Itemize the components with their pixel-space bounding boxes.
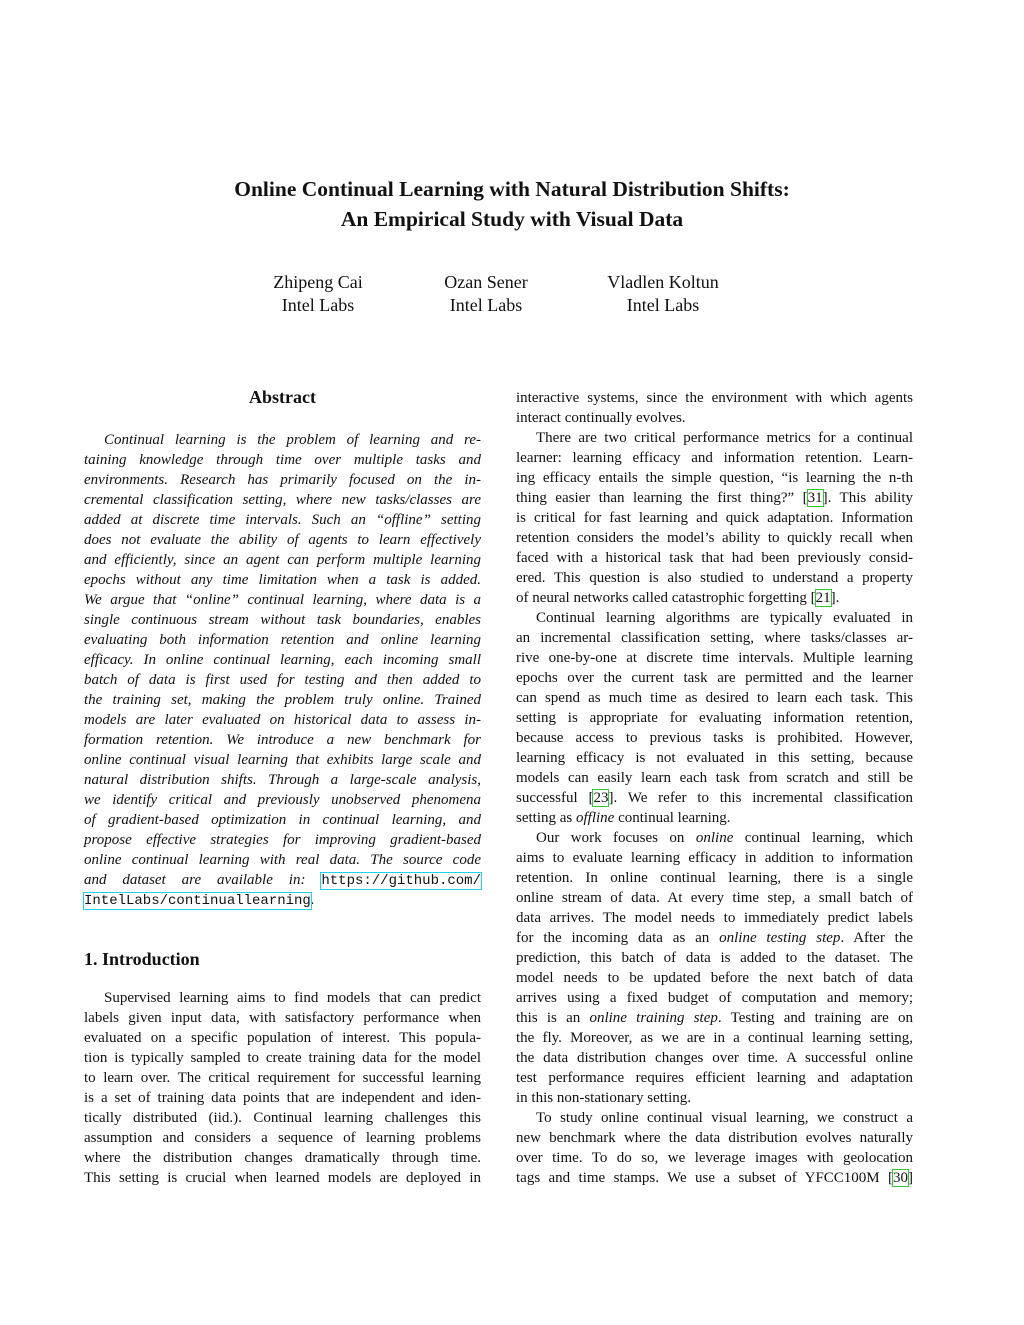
body-line: arrives using a fixed budget of computation and memory; <box>516 990 913 1006</box>
body-line: To study online continual visual learning, we construct a <box>536 1110 913 1126</box>
abstract-line: added at discrete time intervals. Such an “offline” setting <box>84 512 481 528</box>
body-line: retention considers the model’s ability to quickly recall when <box>516 530 913 546</box>
body-line: setting is appropriate for evaluating information retention, <box>516 710 913 726</box>
abstract-line: the training set, making the problem truly online. Trained <box>84 692 481 708</box>
abstract-line: of gradient-based optimization in continual learning, and <box>84 812 481 828</box>
abstract-line: Continual learning is the problem of learning and re- <box>104 432 481 448</box>
abstract-heading: Abstract <box>249 387 316 407</box>
text-run: for the incoming data as an <box>516 930 720 946</box>
intro-line: labels given input data, with satisfactory performance when <box>84 1010 481 1026</box>
abstract-url-line <box>84 890 481 910</box>
abstract-line: batch of data is first used for testing and then added to <box>84 672 481 688</box>
abstract-line: propose effective strategies for improving gradient-based <box>84 832 481 848</box>
citation-link[interactable]: 31 <box>807 490 823 506</box>
body-line <box>516 928 913 948</box>
text-run: ]. <box>830 590 840 606</box>
text-run: this is an <box>516 1010 590 1026</box>
body-line: data arrives. The model needs to immediately predict labels <box>516 910 913 926</box>
text-run: tags and time stamps. We use a subset of YFCC100M [ <box>516 1170 893 1186</box>
body-line: learning efficacy is not evaluated in this setting, because <box>516 750 913 766</box>
body-line <box>516 588 913 608</box>
intro-line: Supervised learning aims to find models that can predict <box>104 990 481 1006</box>
abstract-line: models are later evaluated on historical data to assess in- <box>84 712 481 728</box>
author-affiliation: Intel Labs <box>281 295 355 315</box>
intro-line: assumption and considers a sequence of learning problems <box>84 1130 481 1146</box>
abstract-line: cremental classification setting, where new tasks/classes are <box>84 492 481 508</box>
body-line: aims to evaluate learning efficacy in addition to information <box>516 850 913 866</box>
author-block <box>238 271 398 317</box>
abstract-line: environments. Research has primarily focused on the in- <box>84 472 481 488</box>
body-line: can spend as much time as desired to learn each task. This <box>516 690 913 706</box>
abstract-line: and efficiently, since an agent can perform multiple learning <box>84 552 481 568</box>
body-line <box>516 828 913 848</box>
introduction-heading: 1. Introduction <box>84 949 200 969</box>
body-line: prediction, this batch of data is added to the dataset. The <box>516 950 913 966</box>
text-run: successful [ <box>516 790 594 806</box>
body-line: Continual learning algorithms are typically evaluated in <box>536 610 913 626</box>
intro-line: to learn over. The critical requirement for successful learning <box>84 1070 481 1086</box>
author-affiliation: Intel Labs <box>626 295 700 315</box>
body-line: model needs to be updated before the next batch of data <box>516 970 913 986</box>
text-run: of neural networks called catastrophic forgetting [ <box>516 590 816 606</box>
author-name: Zhipeng Cai <box>273 272 363 292</box>
body-line <box>516 788 913 808</box>
body-line: the fly. Moreover, as we are in a continual learning setting, <box>516 1030 913 1046</box>
body-line: new benchmark where the data distribution evolves naturally <box>516 1130 913 1146</box>
body-line: rive one-by-one at discrete time intervals. Multiple learning <box>516 650 913 666</box>
body-line: because access to previous tasks is prohibited. However, <box>516 730 913 746</box>
abstract-line: epochs without any time limitation when a task is added. <box>84 572 481 588</box>
body-line: retention. In online continual learning, there is a single <box>516 870 913 886</box>
text-run: . After the <box>840 930 913 946</box>
text-run: ] <box>908 1170 913 1186</box>
abstract-line: does not evaluate the ability of agents to learn effectively <box>84 532 481 548</box>
body-line <box>516 808 913 828</box>
body-line: in this non-stationary setting. <box>516 1090 691 1106</box>
author-affiliation: Intel Labs <box>449 295 523 315</box>
text-run: Our work focuses on <box>536 830 696 846</box>
introduction-body <box>84 988 481 1188</box>
abstract-line: formation retention. We introduce a new benchmark for <box>84 732 481 748</box>
body-line <box>516 1008 913 1028</box>
body-line <box>516 488 913 508</box>
paper-title <box>150 174 874 234</box>
body-line: over time. To do so, we leverage images with geolocation <box>516 1150 913 1166</box>
intro-line: tically distributed (iid.). Continual learning challenges this <box>84 1110 481 1126</box>
citation-link[interactable]: 23 <box>593 790 609 806</box>
citation-link[interactable]: 30 <box>893 1170 908 1186</box>
intro-line: This setting is crucial when learned models are deployed in <box>84 1170 481 1186</box>
abstract-url-line <box>84 870 481 890</box>
emphasis-text: online testing step <box>719 930 841 946</box>
author-name: Vladlen Koltun <box>607 272 719 292</box>
intro-line: where the distribution changes dramatically through time. <box>84 1150 481 1166</box>
abstract-line: single continuous stream without task boundaries, enables <box>84 612 481 628</box>
body-line: models can easily learn each task from scratch and still be <box>516 770 913 786</box>
emphasis-text: online <box>695 830 734 846</box>
author-name: Ozan Sener <box>444 272 528 292</box>
text-run: thing easier than learning the first thing?” [ <box>516 490 808 506</box>
body-line: test performance requires efficient learning and adaptation <box>516 1070 913 1086</box>
abstract-line: natural distribution shifts. Through a large-scale analysis, <box>84 772 481 788</box>
abstract-line: We argue that “online” continual learning, where data is a <box>84 592 481 608</box>
text-run: ]. We refer to this incremental classification <box>608 790 913 806</box>
emphasis-text: online training step <box>589 1010 718 1026</box>
title-line: An Empirical Study with Visual Data <box>340 207 684 231</box>
url-prefix: and dataset are available in: <box>84 872 322 888</box>
repository-link[interactable]: IntelLabs/continuallearning <box>84 893 311 909</box>
abstract-line: we identify critical and previously unobserved phenomena <box>84 792 481 808</box>
repository-link[interactable]: https://github.com/ <box>321 873 481 889</box>
abstract-line: online continual learning with real data. The source code <box>84 852 481 868</box>
body-line: interact continually evolves. <box>516 410 686 426</box>
author-block <box>578 271 748 317</box>
body-line: learner: learning efficacy and information retention. Learn- <box>516 450 913 466</box>
intro-line: is a set of training data points that are independent and iden- <box>84 1090 481 1106</box>
body-line: faced with a historical task that had been previously consid- <box>516 550 913 566</box>
right-column <box>516 388 913 1188</box>
text-run: continual learning, which <box>733 830 914 846</box>
body-line: online stream of data. At every time step, a small batch of <box>516 890 913 906</box>
body-line <box>516 1168 913 1188</box>
body-line: an incremental classification setting, where tasks/classes ar- <box>516 630 913 646</box>
text-run: setting as <box>516 810 576 826</box>
abstract-body <box>84 430 481 910</box>
body-line: epochs over the current task are permitted and the learner <box>516 670 913 686</box>
intro-line: tion is typically sampled to create training data for the model <box>84 1050 481 1066</box>
url-end: . <box>310 892 315 908</box>
body-line: ered. This question is also studied to understand a property <box>516 570 913 586</box>
body-line: ing efficacy entails the simple question, “is learning the n-th <box>516 470 913 486</box>
body-line: There are two critical performance metrics for a continual <box>536 430 913 446</box>
body-line: interactive systems, since the environment with which agents <box>516 390 913 406</box>
author-block <box>406 271 566 317</box>
text-run: . Testing and training are on <box>717 1010 913 1026</box>
citation-link[interactable]: 21 <box>815 590 831 606</box>
intro-line: evaluated on a specific population of interest. This popula- <box>84 1030 481 1046</box>
text-run: ]. This ability <box>822 490 913 506</box>
abstract-line: taining knowledge through time over multiple tasks and <box>84 452 481 468</box>
abstract-line: evaluating both information retention and online learning <box>84 632 481 648</box>
title-line: Online Continual Learning with Natural Distribution Shifts: <box>234 177 790 201</box>
body-line: the data distribution changes over time. A successful online <box>516 1050 913 1066</box>
emphasis-text: offline <box>576 810 615 826</box>
abstract-line: online continual visual learning that exhibits large scale and <box>84 752 481 768</box>
text-run: continual learning. <box>614 810 731 826</box>
abstract-line: efficacy. In online continual learning, each incoming small <box>84 652 481 668</box>
left-column <box>84 384 481 1188</box>
body-line: is critical for fast learning and quick adaptation. Information <box>516 510 913 526</box>
